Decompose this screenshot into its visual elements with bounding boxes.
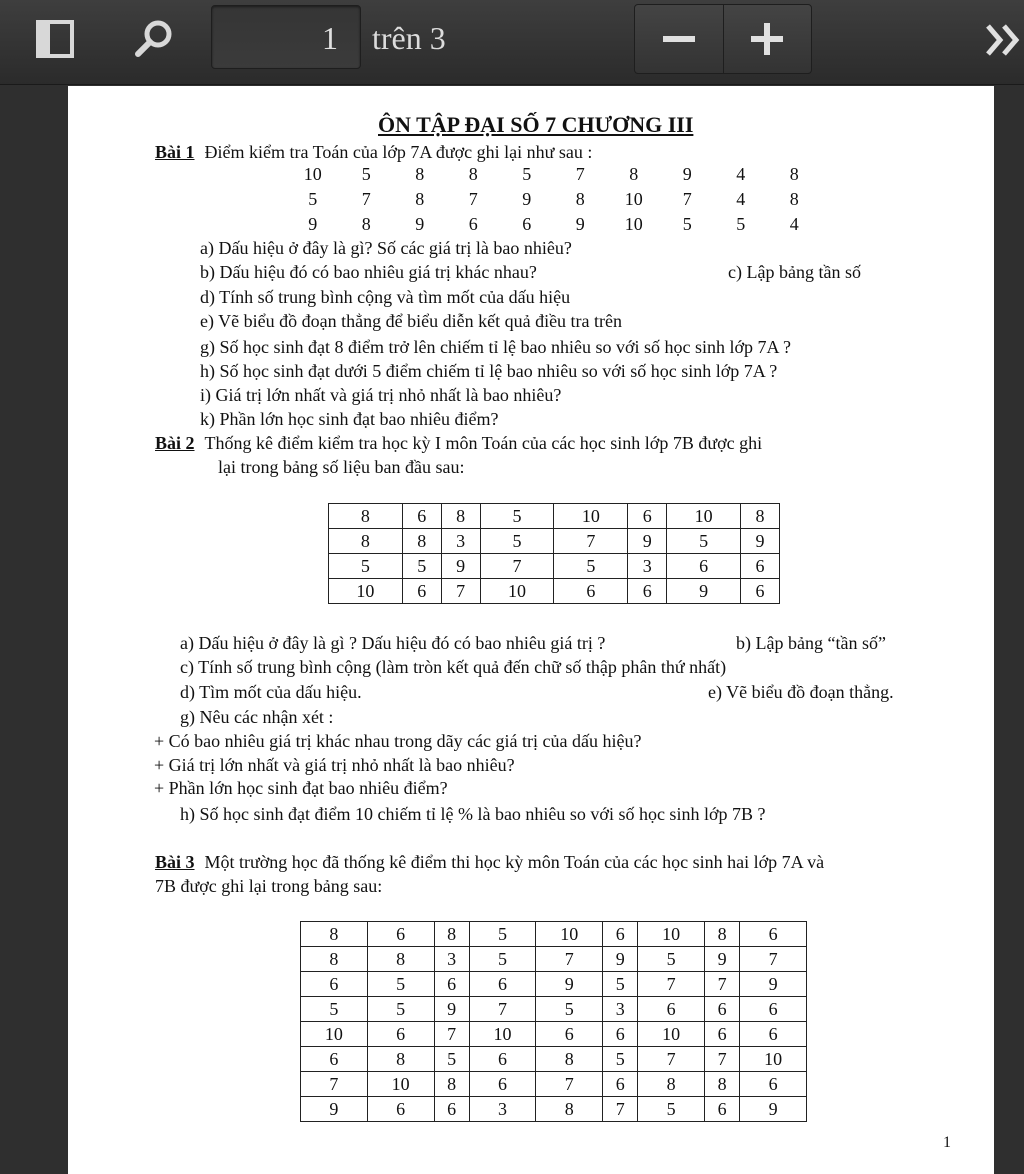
bai1-question-g: g) Số học sinh đạt 8 điểm trở lên chiếm tỉ lệ bao nhiêu so với số học sinh lớp 7A ? bbox=[200, 337, 791, 357]
table-cell: 6 bbox=[301, 972, 368, 997]
table-cell: 6 bbox=[536, 1022, 603, 1047]
table-row bbox=[301, 947, 807, 972]
page-number: 1 bbox=[943, 1134, 951, 1151]
table-cell: 7 bbox=[361, 189, 371, 209]
table-cell: 4 bbox=[736, 164, 746, 184]
page-count-label: trên 3 bbox=[372, 20, 446, 56]
table-cell: 8 bbox=[705, 922, 740, 947]
table-cell: 9 bbox=[415, 214, 425, 234]
table-cell: 5 bbox=[736, 214, 746, 234]
table-cell: 8 bbox=[329, 504, 403, 529]
bai1-data bbox=[286, 162, 821, 237]
table-cell: 5 bbox=[402, 554, 441, 579]
table-cell: 8 bbox=[361, 214, 371, 234]
bai2-question-g: g) Nêu các nhận xét : bbox=[180, 707, 334, 727]
bai1-question-c: c) Lập bảng tần số bbox=[728, 262, 861, 282]
zoom-out-button[interactable] bbox=[635, 5, 724, 73]
table-cell: 7 bbox=[554, 529, 628, 554]
zoom-controls bbox=[634, 4, 812, 74]
table-cell: 6 bbox=[554, 579, 628, 604]
table-cell: 7 bbox=[682, 189, 692, 209]
table-cell: 8 bbox=[468, 164, 478, 184]
table-row bbox=[329, 579, 780, 604]
table-cell: 10 bbox=[536, 922, 603, 947]
page-number-input[interactable]: 1 bbox=[211, 5, 361, 69]
table-cell: 6 bbox=[741, 579, 780, 604]
table-cell: 9 bbox=[441, 554, 480, 579]
table-cell: 6 bbox=[469, 1047, 536, 1072]
bai1-question-k: k) Phần lớn học sinh đạt bao nhiêu điểm? bbox=[200, 409, 499, 429]
table-cell: 7 bbox=[705, 1047, 740, 1072]
table-cell: 3 bbox=[469, 1097, 536, 1122]
table-cell: 8 bbox=[789, 164, 799, 184]
table-cell: 9 bbox=[522, 189, 532, 209]
plus-icon bbox=[749, 21, 785, 57]
table-cell: 5 bbox=[638, 947, 705, 972]
table-cell: 9 bbox=[741, 529, 780, 554]
zoom-in-button[interactable] bbox=[723, 5, 811, 73]
table-cell: 9 bbox=[434, 997, 469, 1022]
table-cell: 7 bbox=[740, 947, 807, 972]
table-cell: 9 bbox=[603, 947, 638, 972]
bai2-heading bbox=[155, 431, 762, 455]
data-row bbox=[286, 212, 821, 237]
table-cell: 5 bbox=[667, 529, 741, 554]
table-cell: 5 bbox=[367, 997, 434, 1022]
table-cell: 5 bbox=[308, 189, 318, 209]
table-cell: 8 bbox=[367, 947, 434, 972]
table-cell: 5 bbox=[469, 922, 536, 947]
bai2-table bbox=[328, 503, 780, 604]
page-title: ÔN TẬP ĐẠI SỐ 7 CHƯƠNG III bbox=[378, 112, 694, 137]
chevron-double-right-icon[interactable] bbox=[984, 22, 1024, 58]
table-row bbox=[301, 1022, 807, 1047]
table-cell: 7 bbox=[603, 1097, 638, 1122]
bai1-intro: Điểm kiểm tra Toán của lớp 7A được ghi lại như sau : bbox=[204, 142, 593, 162]
table-cell: 5 bbox=[329, 554, 403, 579]
table-cell: 5 bbox=[638, 1097, 705, 1122]
table-cell: 10 bbox=[303, 164, 322, 184]
bai1-question-a: a) Dấu hiệu ở đây là gì? Số các giá trị là bao nhiêu? bbox=[200, 238, 572, 258]
table-cell: 6 bbox=[468, 214, 478, 234]
table-cell: 9 bbox=[740, 1097, 807, 1122]
table-cell: 6 bbox=[469, 972, 536, 997]
table-cell: 6 bbox=[740, 997, 807, 1022]
table-row bbox=[301, 972, 807, 997]
table-cell: 6 bbox=[628, 579, 667, 604]
table-cell: 7 bbox=[480, 554, 554, 579]
table-cell: 5 bbox=[480, 504, 554, 529]
bai3-table bbox=[300, 921, 807, 1122]
table-cell: 6 bbox=[705, 997, 740, 1022]
table-cell: 10 bbox=[624, 214, 643, 234]
table-cell: 10 bbox=[638, 1022, 705, 1047]
table-cell: 6 bbox=[740, 1072, 807, 1097]
table-cell: 6 bbox=[705, 1022, 740, 1047]
table-cell: 10 bbox=[329, 579, 403, 604]
table-cell: 6 bbox=[638, 997, 705, 1022]
table-cell: 6 bbox=[522, 214, 532, 234]
table-cell: 10 bbox=[367, 1072, 434, 1097]
table-row bbox=[329, 529, 780, 554]
bai1-question-e: e) Vẽ biểu đồ đoạn thẳng để biểu diễn kết quả điều tra trên bbox=[200, 311, 623, 331]
table-cell: 3 bbox=[441, 529, 480, 554]
table-cell: 6 bbox=[367, 1022, 434, 1047]
table-cell: 6 bbox=[434, 972, 469, 997]
table-cell: 8 bbox=[329, 529, 403, 554]
table-cell: 7 bbox=[638, 972, 705, 997]
bai2-intro: Thống kê điểm kiểm tra học kỳ I môn Toán của các học sinh lớp 7B được ghi bbox=[204, 433, 763, 453]
table-cell: 6 bbox=[741, 554, 780, 579]
table-cell: 8 bbox=[434, 922, 469, 947]
table-row bbox=[301, 1047, 807, 1072]
table-cell: 5 bbox=[536, 997, 603, 1022]
table-cell: 8 bbox=[638, 1072, 705, 1097]
table-cell: 9 bbox=[628, 529, 667, 554]
table-row bbox=[301, 1072, 807, 1097]
table-cell: 7 bbox=[469, 997, 536, 1022]
table-cell: 7 bbox=[536, 1072, 603, 1097]
sidebar-toggle-icon[interactable] bbox=[36, 20, 74, 58]
bai1-question-d: d) Tính số trung bình cộng và tìm mốt của dấu hiệu bbox=[200, 287, 571, 307]
table-cell: 5 bbox=[301, 997, 368, 1022]
bai3-heading bbox=[155, 850, 824, 874]
bai1-label: Bài 1 bbox=[155, 142, 195, 162]
table-cell: 6 bbox=[667, 554, 741, 579]
minus-icon bbox=[661, 21, 697, 57]
table-cell: 6 bbox=[740, 922, 807, 947]
table-cell: 8 bbox=[629, 164, 639, 184]
table-cell: 5 bbox=[367, 972, 434, 997]
table-cell: 8 bbox=[415, 164, 425, 184]
table-cell: 7 bbox=[575, 164, 585, 184]
table-cell: 6 bbox=[402, 504, 441, 529]
table-cell: 5 bbox=[480, 529, 554, 554]
table-cell: 7 bbox=[434, 1022, 469, 1047]
table-row bbox=[329, 554, 780, 579]
table-cell: 5 bbox=[603, 1047, 638, 1072]
table-cell: 8 bbox=[434, 1072, 469, 1097]
table-cell: 8 bbox=[705, 1072, 740, 1097]
table-cell: 6 bbox=[301, 1047, 368, 1072]
table-cell: 7 bbox=[441, 579, 480, 604]
table-cell: 9 bbox=[740, 972, 807, 997]
table-cell: 9 bbox=[575, 214, 585, 234]
table-cell: 8 bbox=[789, 189, 799, 209]
table-cell: 6 bbox=[469, 1072, 536, 1097]
table-cell: 6 bbox=[603, 1072, 638, 1097]
table-cell: 6 bbox=[434, 1097, 469, 1122]
table-cell: 6 bbox=[367, 1097, 434, 1122]
table-row bbox=[301, 997, 807, 1022]
table-cell: 6 bbox=[740, 1022, 807, 1047]
bai1-question-b: b) Dấu hiệu đó có bao nhiêu giá trị khác nhau? bbox=[200, 262, 537, 282]
bai2-point-1: + Có bao nhiêu giá trị khác nhau trong dãy các giá trị của dấu hiệu? bbox=[154, 731, 642, 751]
document-page bbox=[68, 86, 994, 1174]
viewer-toolbar bbox=[0, 0, 1024, 85]
table-row bbox=[329, 504, 780, 529]
bai2-point-3: + Phần lớn học sinh đạt bao nhiêu điểm? bbox=[154, 778, 448, 798]
table-cell: 7 bbox=[536, 947, 603, 972]
table-cell: 9 bbox=[308, 214, 318, 234]
table-cell: 7 bbox=[638, 1047, 705, 1072]
table-cell: 6 bbox=[628, 504, 667, 529]
bai3-intro: Một trường học đã thống kê điểm thi học kỳ môn Toán của các học sinh hai lớp 7A và bbox=[204, 852, 825, 872]
table-cell: 9 bbox=[705, 947, 740, 972]
bai1-heading bbox=[155, 140, 592, 164]
table-cell: 8 bbox=[575, 189, 585, 209]
table-cell: 6 bbox=[367, 922, 434, 947]
bai1-question-h: h) Số học sinh đạt dưới 5 điểm chiếm tỉ lệ bao nhiêu so với số học sinh lớp 7A ? bbox=[200, 361, 778, 381]
bai3-label: Bài 3 bbox=[155, 852, 195, 872]
table-cell: 8 bbox=[367, 1047, 434, 1072]
table-cell: 5 bbox=[682, 214, 692, 234]
table-cell: 10 bbox=[667, 504, 741, 529]
table-cell: 7 bbox=[705, 972, 740, 997]
table-cell: 6 bbox=[603, 1022, 638, 1047]
table-cell: 8 bbox=[301, 947, 368, 972]
table-cell: 5 bbox=[434, 1047, 469, 1072]
bai2-question-e: e) Vẽ biểu đồ đoạn thẳng. bbox=[708, 682, 894, 702]
table-cell: 4 bbox=[789, 214, 799, 234]
table-cell: 8 bbox=[741, 504, 780, 529]
table-cell: 3 bbox=[628, 554, 667, 579]
bai3-intro-cont: 7B được ghi lại trong bảng sau: bbox=[155, 876, 383, 896]
data-row bbox=[286, 162, 821, 187]
table-cell: 10 bbox=[740, 1047, 807, 1072]
bai2-label: Bài 2 bbox=[155, 433, 195, 453]
table-cell: 7 bbox=[301, 1072, 368, 1097]
table-cell: 6 bbox=[705, 1097, 740, 1122]
table-cell: 5 bbox=[469, 947, 536, 972]
table-row bbox=[301, 1097, 807, 1122]
table-cell: 7 bbox=[468, 189, 478, 209]
bai2-question-h: h) Số học sinh đạt điểm 10 chiếm tỉ lệ % là bao nhiêu so với số học sinh lớp 7B ? bbox=[180, 804, 766, 824]
table-cell: 10 bbox=[301, 1022, 368, 1047]
bai1-question-i: i) Giá trị lớn nhất và giá trị nhỏ nhất là bao nhiêu? bbox=[200, 385, 562, 405]
bai2-intro-cont: lại trong bảng số liệu ban đầu sau: bbox=[218, 457, 465, 477]
table-cell: 8 bbox=[301, 922, 368, 947]
table-cell: 5 bbox=[361, 164, 371, 184]
data-row bbox=[286, 187, 821, 212]
table-cell: 9 bbox=[667, 579, 741, 604]
table-cell: 10 bbox=[480, 579, 554, 604]
table-cell: 5 bbox=[603, 972, 638, 997]
table-cell: 8 bbox=[402, 529, 441, 554]
table-cell: 10 bbox=[624, 189, 643, 209]
bai2-question-d: d) Tìm mốt của dấu hiệu. bbox=[180, 682, 362, 702]
bai2-question-a: a) Dấu hiệu ở đây là gì ? Dấu hiệu đó có bao nhiêu giá trị ? bbox=[180, 633, 606, 653]
table-cell: 9 bbox=[682, 164, 692, 184]
table-cell: 8 bbox=[536, 1047, 603, 1072]
table-cell: 8 bbox=[536, 1097, 603, 1122]
table-cell: 10 bbox=[554, 504, 628, 529]
table-cell: 10 bbox=[638, 922, 705, 947]
table-cell: 6 bbox=[603, 922, 638, 947]
bai2-question-c: c) Tính số trung bình cộng (làm tròn kết quả đến chữ số thập phân thứ nhất) bbox=[180, 657, 727, 677]
bai2-question-b: b) Lập bảng “tần số” bbox=[736, 633, 886, 653]
table-cell: 9 bbox=[301, 1097, 368, 1122]
table-cell: 5 bbox=[522, 164, 532, 184]
table-cell: 8 bbox=[415, 189, 425, 209]
table-cell: 10 bbox=[469, 1022, 536, 1047]
table-cell: 5 bbox=[554, 554, 628, 579]
table-cell: 8 bbox=[441, 504, 480, 529]
table-cell: 6 bbox=[402, 579, 441, 604]
bai2-point-2: + Giá trị lớn nhất và giá trị nhỏ nhất là bao nhiêu? bbox=[154, 755, 515, 775]
table-cell: 4 bbox=[736, 189, 746, 209]
table-cell: 3 bbox=[434, 947, 469, 972]
table-row bbox=[301, 922, 807, 947]
search-icon[interactable] bbox=[132, 18, 174, 60]
table-cell: 3 bbox=[603, 997, 638, 1022]
table-cell: 9 bbox=[536, 972, 603, 997]
